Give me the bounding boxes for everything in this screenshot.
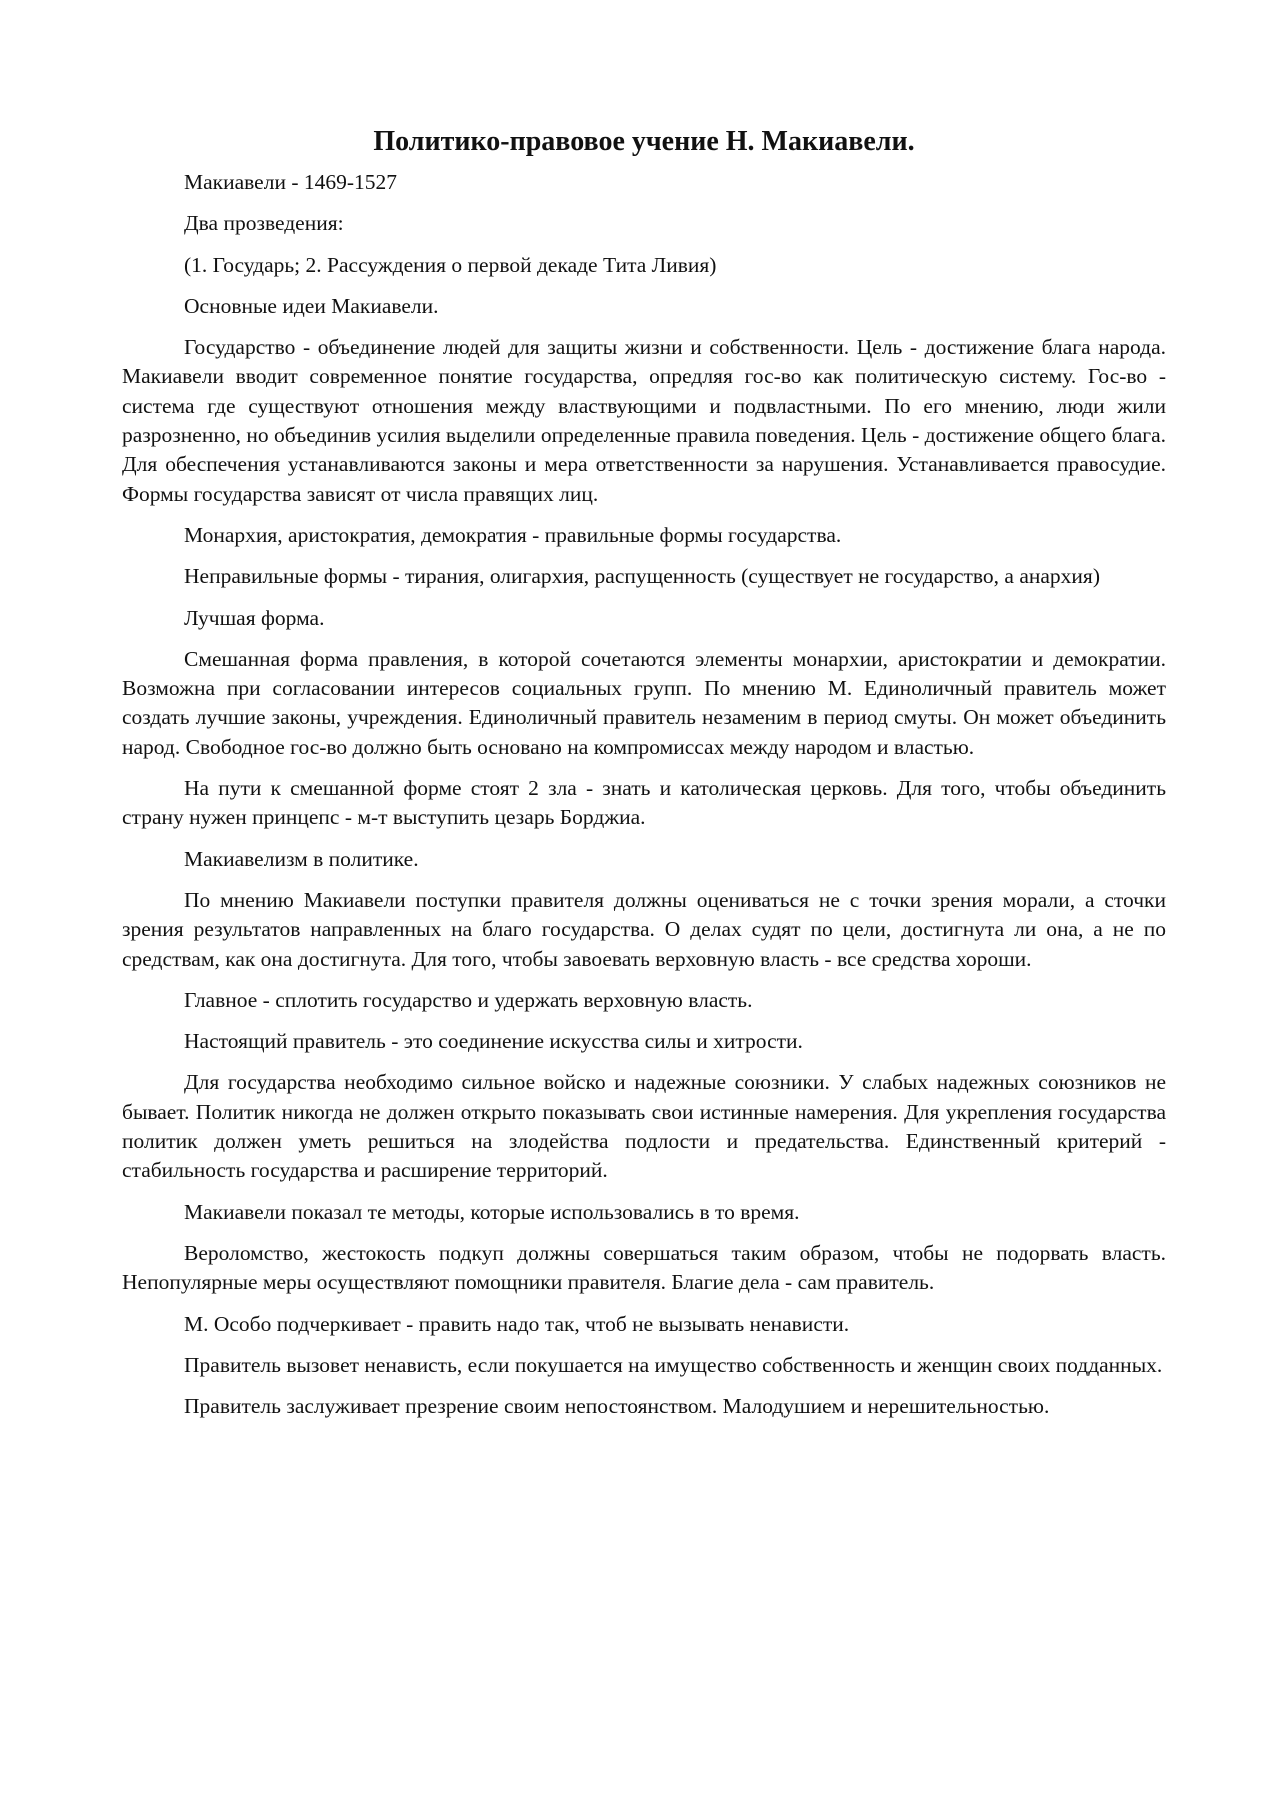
paragraph: Вероломство, жестокость подкуп должны совершаться таким образом, чтобы не подорвать власть. Непопулярные меры осуществляют помощники правителя. Благие дела - сам правитель. (122, 1240, 1166, 1295)
paragraph: Настоящий правитель - это соединение искусства силы и хитрости. (184, 1029, 803, 1054)
paragraph: Два прозведения: (184, 211, 344, 236)
paragraph: Основные идеи Макиавели. (184, 293, 439, 318)
paragraph: На пути к смешанной форме стоят 2 зла - знать и католическая церковь. Для того, чтобы объединить страну нужен принцепс - м-т выступить цезарь Борджиа. (122, 776, 1166, 830)
paragraph: Макиавелизм в политике. (184, 846, 419, 871)
document-body (122, 168, 1166, 1421)
paragraph: Смешанная форма правления, в которой сочетаются элементы монархии, аристократии и демократии. Возможна при согласовании интересов социальных групп. По мнению М. Единоличный правитель может создать лучшие законы, учреждения. Единоличный правитель незаменим в период смуты. Он может объединить народ. Свободное гос-во должно быть основано на компромиссах между народом и властью. (122, 646, 1166, 759)
paragraph: Правитель вызовет ненависть, если покушается на имущество собственность и женщин своих подданных. (184, 1352, 1163, 1377)
paragraph: (1. Государь; 2. Рассуждения о первой декаде Тита Ливия) (184, 252, 717, 277)
paragraph: По мнению Макиавели поступки правителя должны оцениваться не с точки зрения морали, а сточки зрения результатов направленных на благо государства. О делах судят по цели, достигнута ли она, а не по средствам, как она достигнута. Для того, чтобы завоевать верховную власть - все средства хороши. (122, 887, 1166, 971)
paragraph: Главное - сплотить государство и удержать верховную власть. (184, 987, 753, 1012)
paragraph: Для государства необходимо сильное войско и надежные союзники. У слабых надежных союзников не бывает. Политик никогда не должен открыто показывать свои истинные намерения. Для укрепления государства политик должен уметь решиться на злодейства подлости и предательства. Единственный критерий - стабильность государства и расширение территорий. (122, 1070, 1166, 1183)
paragraph: Макиавели - 1469-1527 (184, 170, 398, 194)
document-title: Политико-правовое учение Н. Макиавели. (373, 126, 915, 157)
paragraph: М. Особо подчеркивает - править надо так, чтоб не вызывать ненависти. (184, 1311, 850, 1336)
paragraph: Лучшая форма. (184, 605, 325, 630)
paragraph: Монархия, аристократия, демократия - правильные формы государства. (184, 522, 842, 547)
paragraph: Макиавели показал те методы, которые использовались в то время. (184, 1199, 800, 1224)
document-page (122, 124, 1166, 1433)
paragraph: Правитель заслуживает презрение своим непостоянством. Малодушием и нерешительностью. (184, 1394, 1050, 1419)
paragraph: Государство - объединение людей для защиты жизни и собственности. Цель - достижение блага народа. Макиавели вводит современное понятие государства, опредляя гос-во как политическую систему. Гос-во - система где существуют отношения между властвующими и подвластными. По его мнению, люди жили разрозненно, но объединив усилия выделили определенные правила поведения. Цель - достижение общего блага. Для обеспечения устанавливаются законы и мера ответственности за нарушения. Устанавливается правосудие. Формы государства зависят от числа правящих лиц. (122, 335, 1166, 506)
paragraph: Неправильные формы - тирания, олигархия, распущенность (существует не государство, а анархия) (184, 564, 1100, 589)
